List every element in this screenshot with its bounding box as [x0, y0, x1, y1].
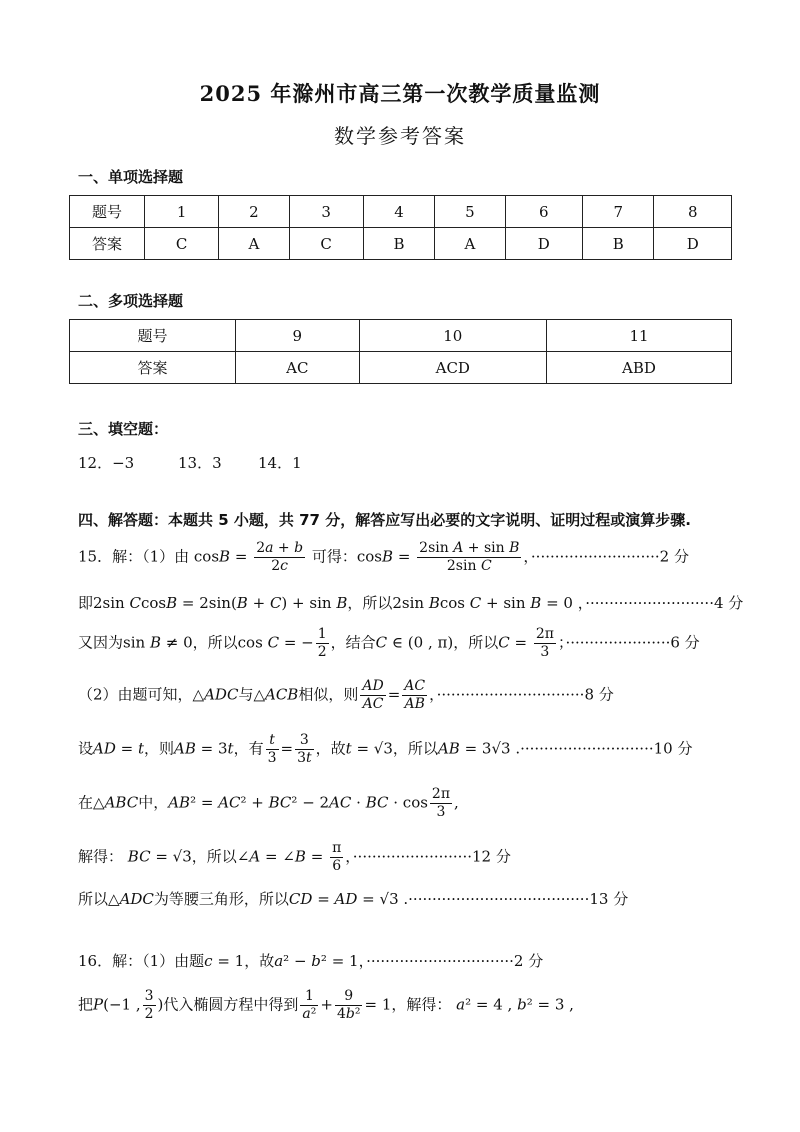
- fraction: $\frac{AC}{AB}$: [404, 678, 426, 712]
- text: ，故: [244, 952, 275, 970]
- p15-line-1: 15．解：（1）由 cosB = $\frac{2a + b}{2c}$ 可得：cosB = $\frac{\text{2sin A + sin B}}{\text{2sin C}}$ ，···························2 分: [78, 540, 689, 574]
- text: 解得：: [78, 847, 124, 866]
- question-number: 4: [363, 196, 434, 228]
- text: ，则: [144, 739, 175, 758]
- fraction: $\frac{2\pi}{3}$: [431, 786, 451, 820]
- table-row: [70, 196, 732, 228]
- fill-answer-13: 13．3: [178, 454, 222, 472]
- answer-cell: A: [435, 228, 505, 260]
- text: 可得：: [311, 547, 357, 566]
- score: 12 分: [471, 847, 511, 866]
- page-subtitle: 数学参考答案: [334, 124, 466, 148]
- text: （2）由题可知，: [78, 685, 193, 704]
- question-number: 6: [505, 196, 582, 228]
- p15-line-7: 解得： BC = √3，所以∠A = ∠B = $\frac{\pi}{6}$ ，·························12 分: [78, 840, 511, 874]
- table-row: [70, 228, 732, 260]
- p15-line-5: 设AD = t，则AB = 3t，有 $\frac{t}{3}$ = $\frac{3}{3t}$ ，故t = √3，所以AB = 3√3 .····························10 分: [78, 732, 693, 766]
- text: ，故: [315, 739, 346, 758]
- question-number: 3: [289, 196, 363, 228]
- score: 10 分: [653, 739, 693, 758]
- p15-line-3: 又因为sin B ≠ 0，所以cos C = − $\frac{1}{2}$ ，结合C ∈ (0 , π)，所以C = $\frac{2\pi}{3}$ ；······················6 分: [78, 626, 700, 660]
- row-label: 答案: [70, 352, 236, 384]
- fraction: $\frac{9}{\text{4b²}}$: [336, 988, 361, 1022]
- question-number: 11: [546, 320, 731, 352]
- question-number: 8: [654, 196, 732, 228]
- fill-answer-12: 12．−3: [78, 454, 135, 472]
- answer-cell: ABD: [546, 352, 731, 384]
- single-choice-table: [69, 195, 732, 260]
- fraction: $\frac{\pi}{6}$: [332, 840, 342, 874]
- answer-cell: B: [363, 228, 434, 260]
- fraction: $\frac{3}{2}$: [144, 988, 154, 1022]
- text: 所以: [78, 890, 109, 908]
- p15-line-2: 即2sin CcosB = 2sin(B + C) + sin B，所以2sin Bcos C + sin B = 0 ，···························4 分: [78, 594, 744, 612]
- question-number: 7: [583, 196, 654, 228]
- score: 2 分: [513, 952, 544, 970]
- question-number: 10: [359, 320, 546, 352]
- text: ，有: [233, 739, 264, 758]
- question-number: 5: [435, 196, 505, 228]
- row-label: 答案: [70, 228, 145, 260]
- score: 8 分: [584, 685, 614, 704]
- fraction: $\frac{2\pi}{3}$: [535, 626, 554, 660]
- p16-line-1: 16．解：（1）由题c = 1，故a² − b² = 1，·······························2 分: [78, 952, 544, 970]
- answer-cell: C: [145, 228, 219, 260]
- text: 在: [78, 793, 94, 812]
- fraction: $\frac{AD}{AC}$: [362, 678, 384, 712]
- score: 6 分: [670, 633, 700, 652]
- answer-cell: D: [654, 228, 732, 260]
- question-number: 2: [219, 196, 289, 228]
- text: ，所以: [192, 633, 238, 652]
- section-4-heading: 四、解答题：本题共 5 小题，共 77 分，解答应写出必要的文字说明、证明过程或演算步骤.: [78, 511, 691, 529]
- page-title: 2025 年滁州市高三第一次教学质量监测: [199, 81, 601, 106]
- fraction: $\frac{1}{2}$: [317, 626, 327, 660]
- text: 代入椭圆方程中得到: [163, 995, 299, 1014]
- row-label: 题号: [70, 320, 236, 352]
- section-1-heading: 一、单项选择题: [78, 168, 184, 186]
- fraction: $\frac{2a + b}{2c}$: [256, 540, 304, 574]
- p15-line-6: 在△ABC中，AB² = AC² + BC² − 2AC · BC · cos $\frac{2\pi}{3}$ ,: [78, 786, 459, 820]
- text: ，所以: [392, 739, 438, 758]
- question-number: 9: [236, 320, 360, 352]
- answer-cell: A: [219, 228, 289, 260]
- text: 设: [78, 739, 94, 758]
- answer-cell: ACD: [359, 352, 546, 384]
- score: 2 分: [659, 547, 689, 566]
- text: 与: [238, 685, 254, 704]
- table-row: [70, 352, 732, 384]
- text: 16．解：（1）由题: [78, 952, 205, 970]
- text: 15．解：（1）由: [78, 547, 190, 566]
- text: 又因为: [78, 633, 124, 652]
- text: 把: [78, 995, 94, 1014]
- answer-cell: D: [505, 228, 582, 260]
- p15-line-8: 所以△ADC为等腰三角形，所以CD = AD = √3 .······································13 分: [78, 890, 629, 908]
- answer-cell: AC: [236, 352, 360, 384]
- answer-cell: B: [583, 228, 654, 260]
- p15-line-4: （2）由题可知，△ADC与△ACB相似，则 $\frac{AD}{AC}$ = $\frac{AC}{AB}$ ，·······························8 分: [78, 678, 614, 712]
- text: 即: [78, 594, 94, 612]
- row-label: 题号: [70, 196, 145, 228]
- section-3-heading: 三、填空题：: [78, 420, 169, 438]
- text: ，结合: [330, 633, 376, 652]
- score: 13 分: [589, 890, 629, 908]
- fill-answer-14: 14．1: [258, 454, 302, 472]
- fraction: $\frac{t}{3}$: [267, 732, 277, 766]
- p16-line-2: 把P(−1 , $\frac{3}{2}$ )代入椭圆方程中得到 $\frac{1}{\text{a²}}$ + $\frac{9}{\text{4b²}}$ = 1，解得： a² = 4 , b² = 3 ,: [78, 988, 574, 1022]
- score: 4 分: [713, 594, 744, 612]
- text: ，所以: [453, 633, 499, 652]
- fraction: $\frac{3}{3t}$: [297, 732, 312, 766]
- multiple-choice-table: [69, 319, 732, 384]
- table-row: [70, 320, 732, 352]
- text: ，所以: [191, 847, 237, 866]
- answer-cell: C: [289, 228, 363, 260]
- fraction: $\frac{\text{2sin A + sin B}}{\text{2sin C}}$: [419, 540, 520, 574]
- text: 相似，则: [298, 685, 359, 704]
- text: ，解得：: [391, 995, 452, 1014]
- fraction: $\frac{1}{\text{a²}}$: [302, 988, 317, 1022]
- question-number: 1: [145, 196, 219, 228]
- text: ，所以: [347, 594, 393, 612]
- text: 中，: [138, 793, 169, 812]
- text: 为等腰三角形，所以: [153, 890, 289, 908]
- section-2-heading: 二、多项选择题: [78, 292, 184, 310]
